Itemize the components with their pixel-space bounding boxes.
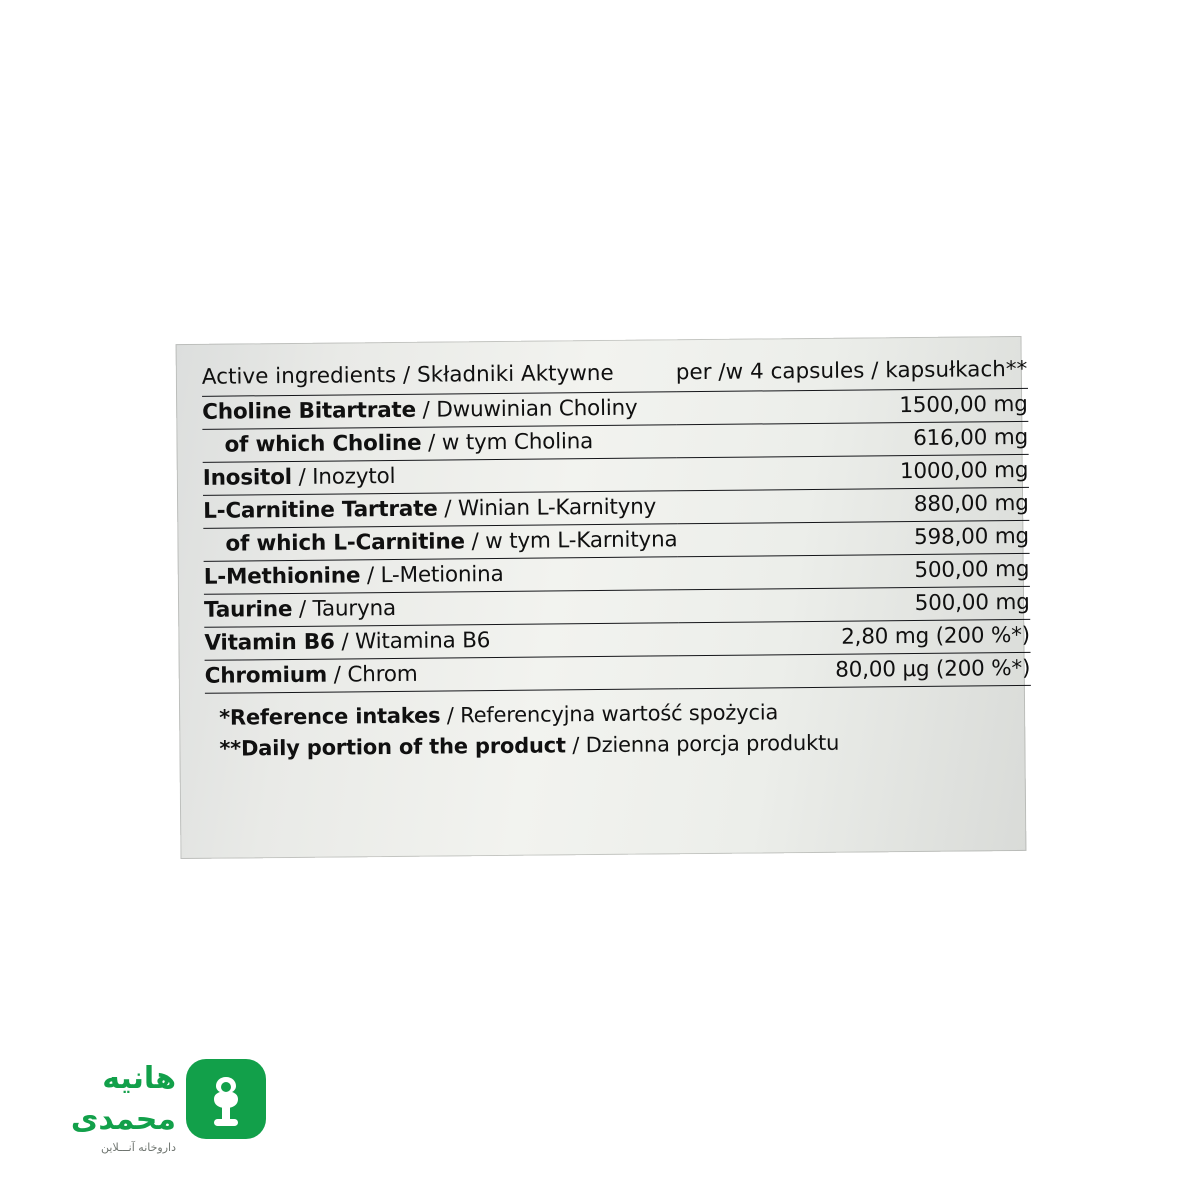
footnote-reference-intakes bbox=[219, 698, 997, 729]
pharmacy-mortar-icon bbox=[184, 1057, 268, 1141]
brand-name-line2: محمدی bbox=[70, 1101, 176, 1137]
watermark-logo bbox=[48, 1055, 388, 1165]
ingredient-name-pl: / w tym Cholina bbox=[427, 429, 594, 456]
label-content bbox=[176, 336, 1031, 859]
brand-subtitle: داروخانه آنـــلاین bbox=[101, 1141, 176, 1154]
ingredient-name-pl: / Witamina B6 bbox=[341, 628, 491, 655]
ingredient-name-en: Vitamin B6 bbox=[204, 629, 335, 656]
ingredient-amount: 598,00 mg bbox=[677, 520, 1029, 556]
ingredient-name-pl: / Chrom bbox=[333, 661, 418, 688]
ingredient-name-en: Choline Bitartrate bbox=[202, 397, 417, 425]
ingredient-name bbox=[204, 623, 678, 661]
ingredient-amount: 880,00 mg bbox=[677, 487, 1029, 523]
ingredient-name-en: of which Choline bbox=[224, 430, 422, 458]
ingredient-name-pl: / w tym L-Karnityna bbox=[471, 527, 678, 555]
ingredient-amount: 1500,00 mg bbox=[676, 388, 1028, 424]
table-row bbox=[205, 652, 1031, 693]
footnote-light: / Referencyjna wartość spożycia bbox=[446, 700, 779, 728]
ingredient-name bbox=[204, 590, 678, 628]
ingredient-name-en: Chromium bbox=[204, 662, 328, 689]
header-per-serving: per /w 4 capsules / kapsułkach** bbox=[675, 356, 1028, 386]
ingredient-name bbox=[202, 392, 676, 430]
active-ingredients-table bbox=[202, 354, 1031, 694]
ingredient-name-en: of which L-Carnitine bbox=[225, 529, 466, 557]
footnote-bold: *Reference intakes bbox=[219, 703, 441, 730]
brand-name bbox=[48, 1059, 176, 1140]
ingredient-amount: 500,00 mg bbox=[678, 586, 1030, 622]
ingredient-name bbox=[202, 425, 676, 463]
ingredient-name-pl: / Inozytol bbox=[298, 463, 396, 490]
supplement-facts-label bbox=[176, 336, 1031, 859]
ingredient-amount: 80,00 µg (200 %*) bbox=[679, 652, 1031, 688]
ingredient-name-en: L-Methionine bbox=[203, 563, 361, 590]
ingredient-name bbox=[203, 458, 677, 496]
ingredient-name-pl: / Dwuwinian Choliny bbox=[422, 395, 638, 423]
footnote-bold: **Daily portion of the product bbox=[219, 733, 566, 761]
ingredient-name-pl: / Tauryna bbox=[298, 595, 397, 622]
ingredient-amount: 2,80 mg (200 %*) bbox=[678, 619, 1030, 655]
header-active-ingredients: Active ingredients / Składniki Aktywne bbox=[201, 360, 614, 390]
ingredient-amount: 616,00 mg bbox=[676, 421, 1028, 457]
footnote-daily-portion bbox=[219, 729, 997, 760]
ingredient-amount: 1000,00 mg bbox=[677, 454, 1029, 490]
ingredient-name bbox=[203, 524, 677, 562]
footnote-light: / Dzienna porcja produktu bbox=[572, 730, 840, 758]
ingredient-name-en: Taurine bbox=[203, 596, 293, 623]
ingredient-name bbox=[203, 491, 677, 529]
ingredient-name-en: L-Carnitine Tartrate bbox=[203, 496, 438, 524]
ingredient-name-en: Inositol bbox=[202, 464, 293, 491]
brand-name-line1: هانیه bbox=[102, 1061, 176, 1096]
ingredient-name-pl: / Winian L-Karnityny bbox=[444, 494, 657, 522]
ingredient-name bbox=[204, 557, 678, 595]
ingredient-name-pl: / L-Metionina bbox=[366, 561, 504, 589]
ingredient-name bbox=[205, 656, 679, 694]
table-body bbox=[202, 354, 1031, 694]
ingredient-amount: 500,00 mg bbox=[678, 553, 1030, 589]
footnotes bbox=[205, 698, 997, 761]
